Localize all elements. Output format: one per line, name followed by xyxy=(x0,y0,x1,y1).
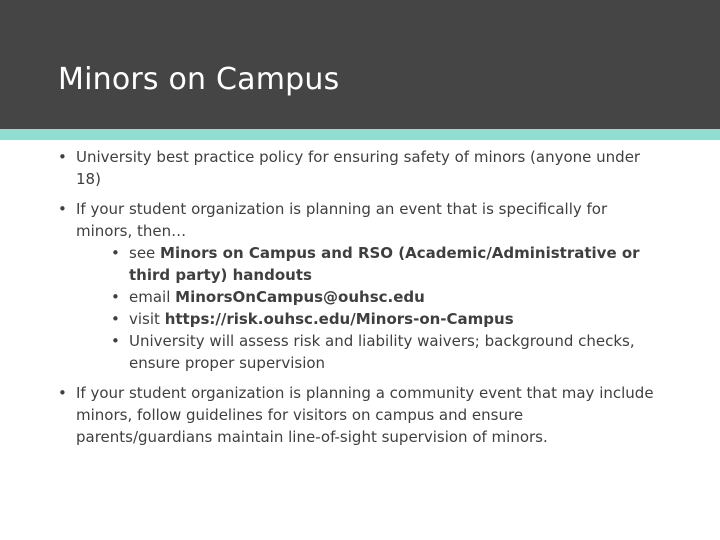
bullet-text: If your student organization is planning a community event that may include minors, follow guidelines for visitors on campus and ensure parents/guardians maintain line-of-sight supervision of minors. xyxy=(76,384,654,446)
sub-bullet-item xyxy=(76,308,658,330)
slide-body xyxy=(58,146,658,456)
accent-stripe xyxy=(0,129,720,140)
slide-title: Minors on Campus xyxy=(58,62,340,97)
sub-bullet-prefix: see xyxy=(129,244,161,262)
bullet-item xyxy=(58,198,658,374)
bullet-text: University best practice policy for ensuring safety of minors (anyone under 18) xyxy=(76,148,641,188)
bullet-text: If your student organization is planning an event that is specifically for minors, then… xyxy=(76,200,608,240)
website-link[interactable]: https://risk.ouhsc.edu/Minors-on-Campus xyxy=(164,310,514,328)
sub-bullet-prefix: visit xyxy=(129,310,165,328)
sub-bullet-item xyxy=(76,242,658,286)
bullet-item xyxy=(58,382,658,448)
sub-bullet-list xyxy=(76,242,658,374)
bullet-item xyxy=(58,146,658,190)
title-bar xyxy=(0,0,720,129)
handouts-reference: Minors on Campus and RSO (Academic/Administrative or third party) handouts xyxy=(129,244,640,284)
sub-bullet-prefix: email xyxy=(129,288,176,306)
sub-bullet-text: University will assess risk and liability waivers; background checks, ensure proper supervision xyxy=(129,332,635,372)
contact-email-link[interactable]: MinorsOnCampus@ouhsc.edu xyxy=(175,288,425,306)
sub-bullet-item xyxy=(76,286,658,308)
sub-bullet-item xyxy=(76,330,658,374)
